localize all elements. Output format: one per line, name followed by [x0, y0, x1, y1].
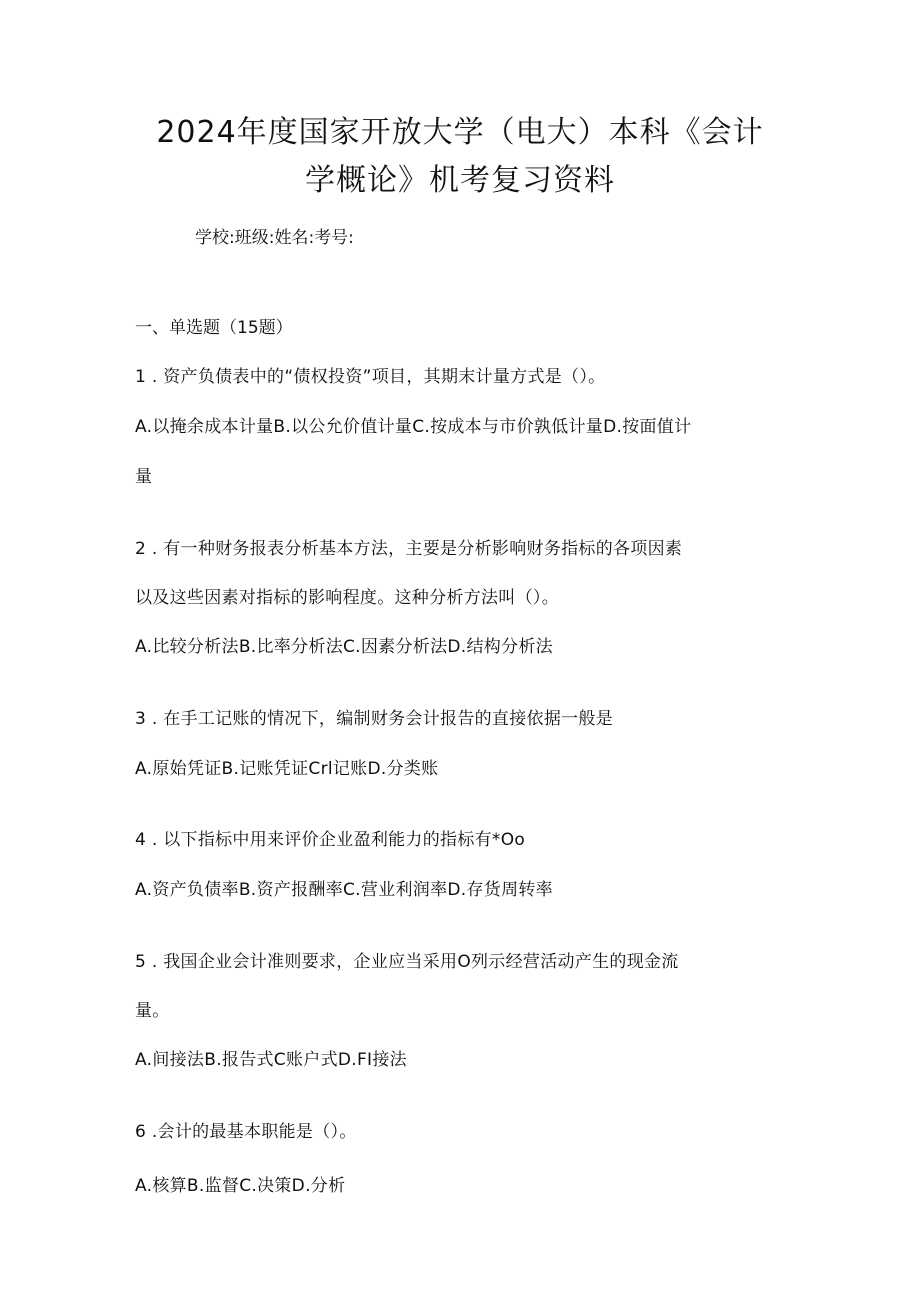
question-4-stem: 4 . 以下指标中用来评价企业盈利能力的指标有*Oo	[135, 830, 526, 850]
question-1-stem: 1 . 资产负债表中的“债权投资”项目，其期末计量方式是（）。	[135, 367, 606, 387]
student-info-line: 学校:班级:姓名:考号:	[195, 228, 354, 248]
question-2-options: A.比较分析法B.比率分析法C.因素分析法D.结构分析法	[135, 637, 553, 657]
question-1-options-continued: 量	[135, 467, 153, 487]
section-heading: 一、单选题（15题）	[135, 318, 293, 338]
question-2-stem-continued: 以及这些因素对指标的影响程度。这种分析方法叫（）。	[135, 588, 559, 608]
document-title-line-1: 2024年度国家开放大学（电大）本科《会计	[156, 115, 764, 150]
question-6-stem: 6 .会计的最基本职能是（）。	[135, 1122, 357, 1142]
question-4-options: A.资产负债率B.资产报酬率C.营业利润率D.存货周转率	[135, 880, 553, 900]
question-2-stem: 2 . 有一种财务报表分析基本方法，主要是分析影响财务指标的各项因素	[135, 539, 683, 559]
question-3-options: A.原始凭证B.记账凭证Crl记账D.分类账	[135, 759, 439, 779]
question-5-stem: 5 . 我国企业会计准则要求，企业应当采用O列示经营活动产生的现金流	[135, 952, 679, 972]
question-3-stem: 3 . 在手工记账的情况下，编制财务会计报告的直接依据一般是	[135, 709, 614, 729]
question-5-stem-continued: 量。	[135, 1001, 170, 1021]
question-6-options: A.核算B.监督C.决策D.分析	[135, 1176, 346, 1196]
question-5-options: A.间接法B.报告式C账户式D.FI接法	[135, 1050, 407, 1070]
question-1-options: A.以掩余成本计量B.以公允价值计量C.按成本与市价孰低计量D.按面值计	[135, 417, 692, 437]
document-title-line-2: 学概论》机考复习资料	[305, 163, 615, 198]
